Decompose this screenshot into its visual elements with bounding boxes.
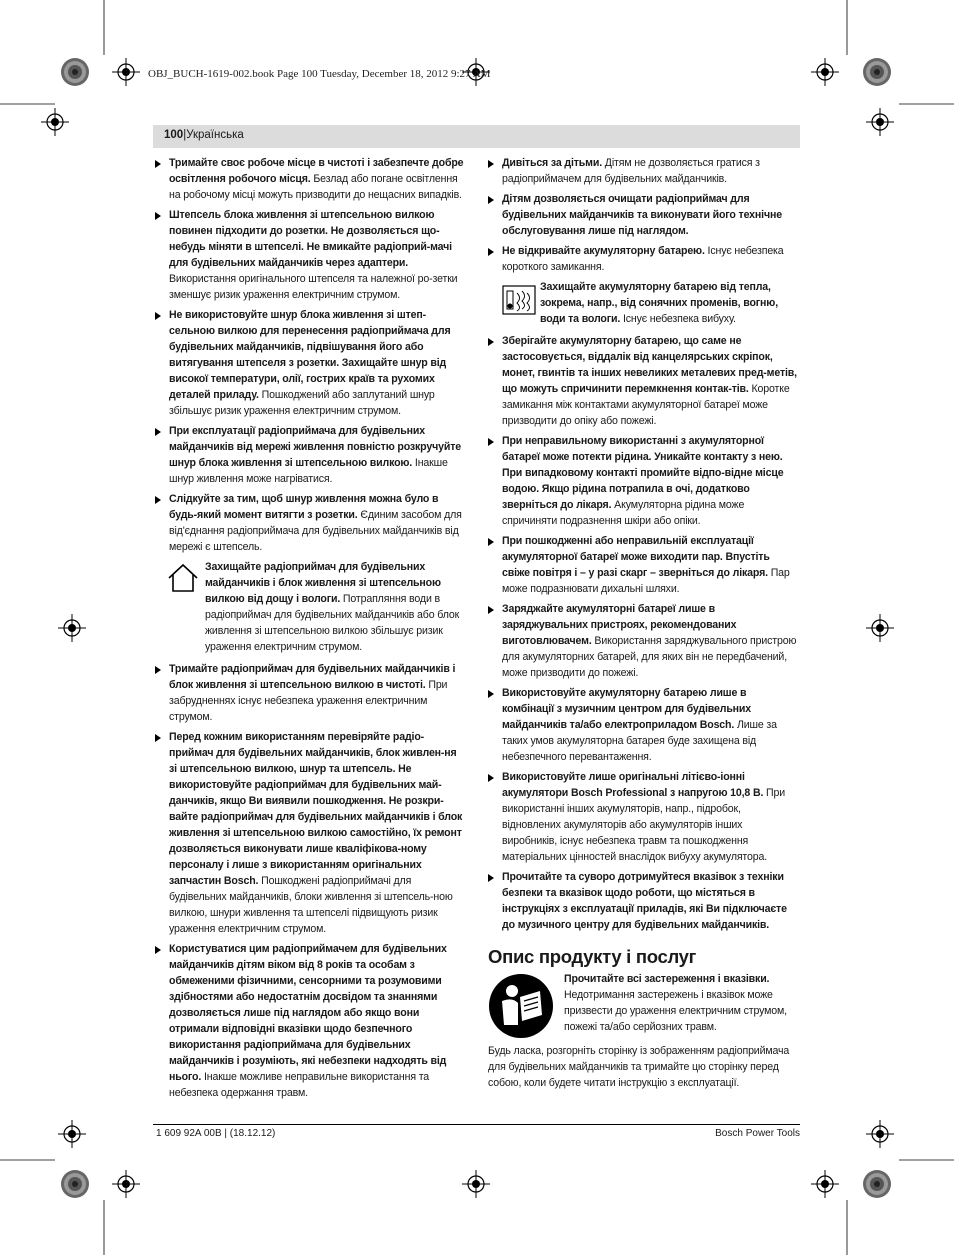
normal-text: При використанні інших акумуляторів, напр., підробок, відновлених акумуляторів або акумуляторів інших виробників, існує небезпека травм та пошкодження матеріальних цінностей внаслідок вибуху акумулятора. bbox=[502, 787, 786, 863]
bullet-arrow-icon bbox=[488, 338, 494, 346]
file-info: OBJ_BUCH-1619-002.book Page 100 Tuesday, December 18, 2012 9:27 AM bbox=[148, 68, 491, 80]
bold-text: Слідкуйте за тим, щоб шнур живлення можна було в будь-який момент витягти з розетки. bbox=[169, 493, 439, 521]
header-language: Українська bbox=[186, 129, 244, 141]
read-instructions-box bbox=[488, 971, 800, 1037]
final-paragraph: Будь ласка, розгорніть сторінку із зображенням радіоприймача для будівельних майданчиків та тримайте цю сторінку перед собою, коли будете читати інструкцію з експлуатації. bbox=[488, 1045, 790, 1089]
bold-text: При неправильному використанні з акумуляторної батареї може потекти рідина. Уникайте контакту з нею. При випадковому контакті промийте відпо-відне місце водою. Якщо рідина потрапила в очі, додатково зверніться до лікаря. bbox=[502, 435, 784, 511]
list-item bbox=[155, 491, 465, 555]
bold-text: Прочитайте та суворо дотримуйтеся вказівок з техніки безпеки та вказівок щодо роботи, що містяться в інструкціях з експлуатації приладів, які Ви підключаєте до музичного центру для будівельних майданчиків. bbox=[502, 871, 787, 931]
bold-text: Дивіться за дітьми. bbox=[502, 157, 603, 169]
list-item bbox=[488, 685, 800, 765]
list-item bbox=[488, 769, 800, 865]
normal-text: Існує небезпека короткого замикання. bbox=[502, 245, 784, 273]
normal-text: Пошкоджені радіоприймачі для будівельних майданчиків, блоки живлення зі штепсель-ною вилкою, шнури живлення та штепселі підвищують ризик ураження електричним струмом. bbox=[169, 875, 453, 935]
list-item bbox=[488, 601, 800, 681]
warning-box bbox=[155, 559, 465, 655]
bold-text: Тримайте своє робоче місце в чистоті і забезпечте добре освітлення робочого місця. bbox=[169, 157, 464, 185]
bold-text: Захищайте акумуляторну батарею від тепла, зокрема, напр., від сонячних променів, вогню, води та вологи. bbox=[540, 281, 778, 325]
bold-text: Тримайте радіоприймач для будівельних майданчиків і блок живлення зі штепсельною вилкою в чистоті. bbox=[169, 663, 456, 691]
bullet-arrow-icon bbox=[155, 666, 161, 674]
list-item bbox=[488, 433, 800, 529]
list-item bbox=[155, 423, 465, 487]
list-item bbox=[488, 155, 800, 187]
bold-text: Користуватися цим радіоприймачем для будівельних майданчиків дітям віком від 8 років та особам з обмеженими фізичними, сенсорними та розумовими здібностями або недостатнім досвідом та знаннями дозволяється лише під наглядом або якщо вони отримали відповідні вказівки щодо безпечного використання радіоприймача для будівельних майданчиків і розуміють, які небезпеки надходять від нього. bbox=[169, 943, 447, 1083]
footer-brand: Bosch Power Tools bbox=[715, 1128, 800, 1139]
normal-text: Дітям не дозволяється гратися з радіоприймачем для будівельних майданчиків. bbox=[502, 157, 760, 185]
list-item bbox=[488, 869, 800, 933]
bullet-arrow-icon bbox=[488, 606, 494, 614]
footer-doc-number: 1 609 92A 00B | (18.12.12) bbox=[156, 1128, 276, 1139]
bullet-arrow-icon bbox=[488, 774, 494, 782]
normal-text: Коротке замикання між контактами акумуляторної батареї може призводити до опіку або пожежі. bbox=[502, 383, 790, 427]
normal-text: Пошкоджений або заплутаний шнур збільшує ризик ураження електричним струмом. bbox=[169, 389, 435, 417]
normal-text: Єдиним засобом для від'єднання радіоприймача для будівельних майданчиків від мережі є штепсель. bbox=[169, 509, 462, 553]
list-item bbox=[155, 207, 465, 303]
right-column bbox=[488, 155, 800, 1091]
bullet-arrow-icon bbox=[488, 196, 494, 204]
bullet-arrow-icon bbox=[155, 946, 161, 954]
bullet-arrow-icon bbox=[488, 160, 494, 168]
footer bbox=[153, 1124, 800, 1139]
page-number: 100 bbox=[164, 129, 184, 141]
bold-text: Використовуйте акумуляторну батарею лише в комбінації з музичним центром для будівельних майданчиків та/або електроприладом Bosch. bbox=[502, 687, 752, 731]
bullet-arrow-icon bbox=[488, 438, 494, 446]
normal-text: Інакше можливе неправильне використання та небезпека одержання травм. bbox=[169, 1071, 430, 1099]
list-item bbox=[488, 191, 800, 239]
bold-text: Заряджайте акумуляторні батареї лише в заряджувальних пристроях, рекомендованих виготовлювачем. bbox=[502, 603, 737, 647]
house-icon bbox=[167, 563, 199, 593]
warning-box bbox=[488, 279, 800, 327]
list-item bbox=[488, 533, 800, 597]
bullet-arrow-icon bbox=[488, 874, 494, 882]
section-title: Опис продукту і послуг bbox=[488, 946, 697, 967]
list-item bbox=[155, 941, 465, 1101]
normal-text: Недотримання застережень і вказівок може призвести до ураження електричним струмом, пожежі та/або серйозних травм. bbox=[564, 989, 787, 1033]
bold-text: Прочитайте всі застереження і вказівки. bbox=[564, 973, 770, 985]
bold-text: Дітям дозволяється очищати радіоприймач для будівельних майданчиків та виконувати його технічне обслуговування лише під наглядом. bbox=[502, 193, 782, 237]
bullet-arrow-icon bbox=[155, 734, 161, 742]
normal-text: Використання оригінального штепселя та належної ро-зетки зменшує ризик ураження електричним струмом. bbox=[169, 273, 458, 301]
normal-text: При забрудненнях існує небезпека ураження електричним струмом. bbox=[169, 679, 448, 723]
list-item bbox=[155, 661, 465, 725]
list-item bbox=[155, 729, 465, 937]
normal-text: Використання заряджувального пристрою для акумуляторних батарей, для яких він не передбачений, може призводити до пожежі. bbox=[502, 635, 797, 679]
bold-text: При пошкодженні або неправильній експлуатації акумуляторної батареї може виходити пар. Впустіть свіже повітря і – у разі скарг – зверніться до лікаря. bbox=[502, 535, 770, 579]
header-bar bbox=[153, 125, 800, 148]
bold-text: Не відкривайте акумуляторну батарею. bbox=[502, 245, 705, 257]
normal-text: Акумуляторна рідина може спричиняти подразнення шкіри або опіки. bbox=[502, 499, 745, 527]
bullet-arrow-icon bbox=[488, 248, 494, 256]
list-item bbox=[488, 243, 800, 275]
bold-text: Штепсель блока живлення зі штепсельною вилкою повинен підходити до розетки. Не дозволяється що-небудь міняти в штепселі. Не вмикайте радіоприй-мачі для будівельних майданчиків через адаптери. bbox=[169, 209, 452, 269]
bold-text: При експлуатації радіоприймача для будівельних майданчиків від мережі живлення повністю розкручуйте шнур блока живлення зі штепсельною вилкою. bbox=[169, 425, 461, 469]
battery-heat-icon bbox=[502, 285, 536, 315]
bold-text: Зберігайте акумуляторну батарею, що саме не застосовується, віддалік від канцелярських скріпок, монет, гвинтів та інших невеликих металевих пред-метів, що можуть спричинити перемкнення контак-тів. bbox=[502, 335, 797, 395]
normal-text: Потрапляння води в радіоприймач для будівельних майданчиків або блок живлення зі штепсельною вилкою збільшує ризик ураження електричним струмом. bbox=[205, 593, 460, 653]
bullet-arrow-icon bbox=[488, 690, 494, 698]
bullet-arrow-icon bbox=[155, 428, 161, 436]
normal-text: Пар може подразнювати дихальні шляхи. bbox=[502, 567, 790, 595]
bold-text: Захищайте радіоприймач для будівельних майданчиків і блок живлення зі штепсельною вилкою від дощу і вологи. bbox=[205, 561, 441, 605]
bullet-arrow-icon bbox=[488, 538, 494, 546]
bullet-arrow-icon bbox=[155, 312, 161, 320]
list-item bbox=[155, 155, 465, 203]
header-separator: | bbox=[183, 129, 187, 141]
bullet-arrow-icon bbox=[155, 160, 161, 168]
read-manual-icon bbox=[488, 973, 554, 1039]
list-item bbox=[488, 333, 800, 429]
bullet-arrow-icon bbox=[155, 212, 161, 220]
normal-text: Безлад або погане освітлення на робочому місці можуть призводити до нещасних випадків. bbox=[169, 173, 462, 201]
bold-text: Перед кожним використанням перевіряйте радіо-приймач для будівельних майданчиків, блок живлен-ня зі штепсельною вилкою, шнур та штепсель. Не використовуйте радіоприймач для будівельних май-данчиків, якщо Ви виявили пошкодження. Не розкри-вайте радіоприймач для будівельних майданчиків і блок живлення зі штепсельною вилкою самостійно, їх ремонт дозволяється виконувати лише кваліфікова-ному персоналу і лише з використанням оригінальних запчастин Bosch. bbox=[169, 731, 463, 887]
left-column bbox=[155, 155, 465, 1105]
normal-text: Існує небезпека вибуху. bbox=[620, 313, 736, 325]
page-header bbox=[164, 129, 244, 141]
bullet-arrow-icon bbox=[155, 496, 161, 504]
normal-text: Лише за таких умов акумуляторна батарея буде захищена від небезпечного перевантаження. bbox=[502, 719, 777, 763]
bold-text: Не використовуйте шнур блока живлення зі штеп-сельною вилкою для перенесення радіоприймача для будівельних майданчиків, підвішування його або витягування штепселя з розетки. Захищайте шнур від високої температури, олії, гострих країв та рухомих деталей приладу. bbox=[169, 309, 451, 401]
bold-text: Використовуйте лише оригінальні літієво-іонні акумулятори Bosch Professional з напругою 10,8 В. bbox=[502, 771, 764, 799]
list-item bbox=[155, 307, 465, 419]
normal-text: Інакше шнур живлення може нагріватися. bbox=[169, 457, 448, 485]
